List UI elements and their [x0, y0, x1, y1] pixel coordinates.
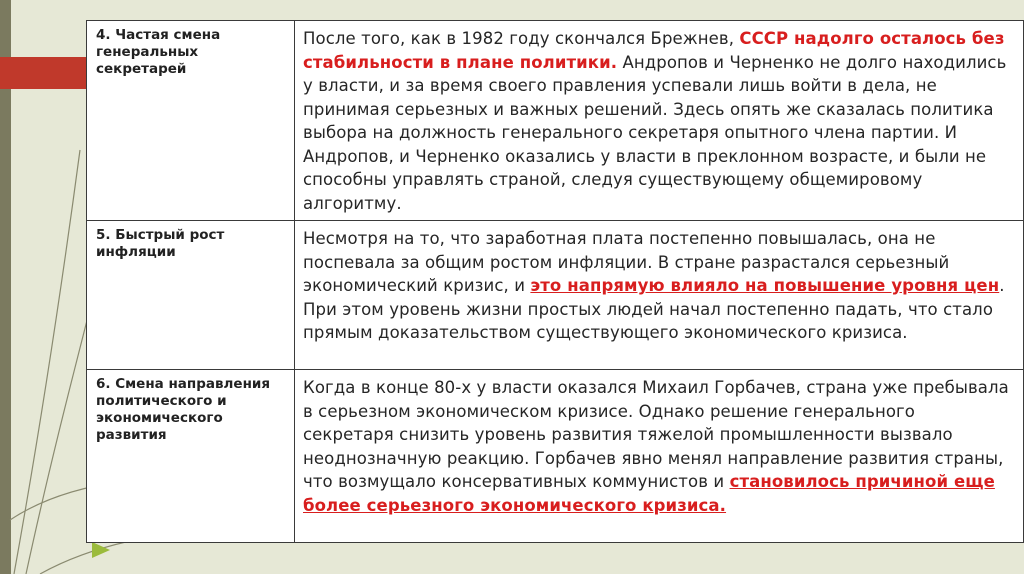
text-segment: . При этом уровень жизни простых людей начал постепенно падать, что стало прямым доказательством существующего экономического кризиса.: [303, 276, 1005, 342]
text-segment: После того, как в 1982 году скончался Брежнев,: [303, 29, 740, 48]
highlight-text: СССР надолго осталось без стабильности в плане политики.: [303, 29, 1005, 72]
decorative-curve: [14, 150, 80, 574]
row-text: [295, 21, 1024, 221]
row-text: [295, 370, 1024, 543]
table-row: [87, 221, 1024, 370]
row-label: 6. Смена направления политического и экономического развития: [87, 370, 295, 543]
row-text: [295, 221, 1024, 370]
highlight-text: это напрямую влияло на повышение уровня цен: [530, 276, 1000, 295]
text-segment: Андропов и Черненко не долго находились у власти, и за время своего правления успевали лишь войти в дела, не принимая серьезных и важных решений. Здесь опять же сказалась политика выбора на должность генерального секретаря опытного члена партии. И Андропов, и Черненко оказались у власти в преклонном возрасте, и были не способны управлять страной, следуя существующему общемировому алгоритму.: [303, 52, 1007, 213]
play-arrow-icon: [92, 542, 110, 558]
row-label: 4. Частая смена генеральных секретарей: [87, 21, 295, 221]
table-row: [87, 21, 1024, 221]
text-segment: Несмотря на то, что заработная плата постепенно повышалась, она не поспевала за общим ростом инфляции. В стране разрастался серьезный экономический кризис, и: [303, 229, 950, 295]
table-row: [87, 370, 1024, 543]
row-label: 5. Быстрый рост инфляции: [87, 221, 295, 370]
red-accent-bar: [0, 57, 86, 89]
text-segment: Когда в конце 80-х у власти оказался Михаил Горбачев, страна уже пребывала в серьезном экономическом кризисе. Однако решение генерального секретаря снизить уровень развития тяжелой промышленности вызвало неоднозначную реакцию. Горбачев явно менял направление развития страны, что возмущало консервативных коммунистов и: [303, 378, 1009, 491]
highlight-text: становилось причиной еще более серьезного экономического кризиса.: [303, 472, 995, 515]
content-table: [86, 20, 1024, 543]
